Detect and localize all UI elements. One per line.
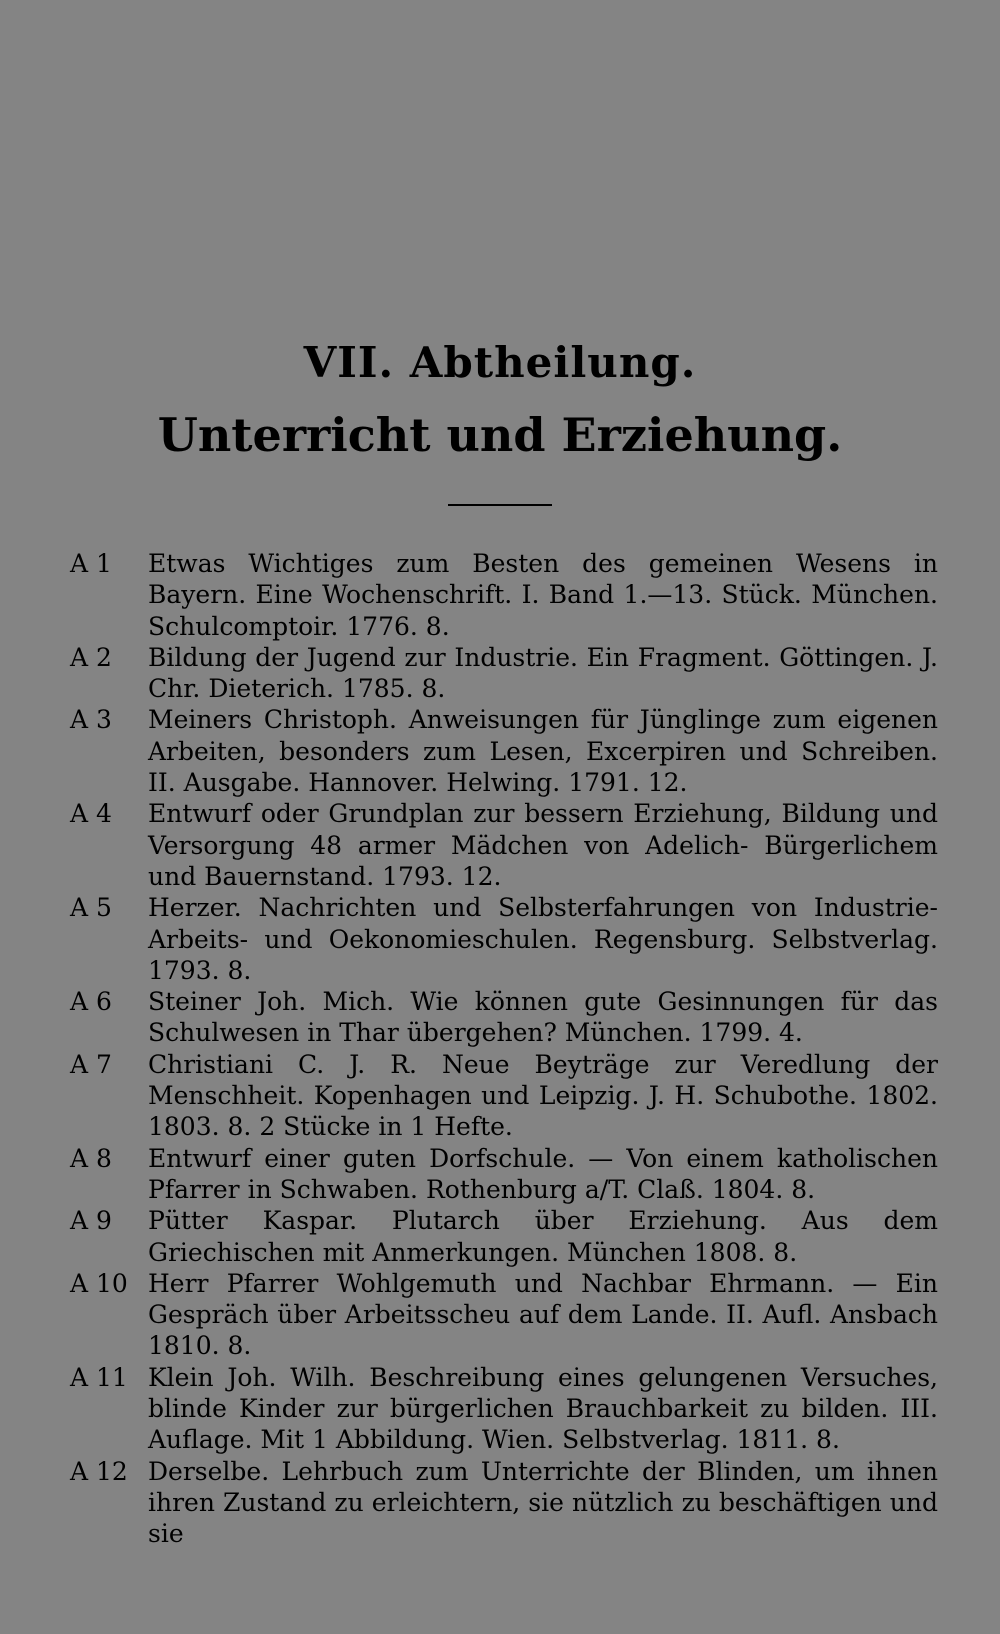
- entry-text: Bildung der Jugend zur Industrie. Ein Fragment. Göttingen. J. Chr. Dieterich. 1785. 8.: [148, 642, 938, 704]
- entry-code: A 3: [70, 705, 112, 735]
- list-item: [0, 1456, 1000, 1550]
- entry-code: A 2: [70, 642, 112, 672]
- list-item: [0, 986, 1000, 1049]
- list-item: [0, 642, 1000, 705]
- entry-text: Herzer. Nachrichten und Selbsterfahrungen von Industrie-Arbeits- und Oekonomieschulen. Regensburg. Selbstverlag. 1793. 8.: [148, 893, 938, 985]
- list-item: [0, 1143, 1000, 1206]
- bibliography-list: [0, 548, 1000, 1550]
- list-item: [0, 1362, 1000, 1456]
- section-title: Unterricht und Erziehung.: [157, 408, 843, 462]
- entry-code: A 4: [70, 799, 112, 829]
- entry-text: Derselbe. Lehrbuch zum Unterrichte der Blinden, um ihnen ihren Zustand zu erleichtern, sie nützlich zu beschäftigen und sie: [148, 1456, 938, 1549]
- entry-code: A 7: [70, 1049, 112, 1079]
- entry-code: A 12: [70, 1456, 128, 1486]
- section-number: VII. Abtheilung.: [303, 338, 697, 387]
- entry-text: Christiani C. J. R. Neue Beyträge zur Veredlung der Menschheit. Kopenhagen und Leipzig. J. H. Schubothe. 1802. 1803. 8. 2 Stücke in 1 Hefte.: [148, 1049, 938, 1142]
- entry-code: A 5: [70, 893, 112, 923]
- entry-text: Steiner Joh. Mich. Wie können gute Gesinnungen für das Schulwesen in Thar übergehen? München. 1799. 4.: [148, 987, 938, 1048]
- list-item: [0, 548, 1000, 642]
- list-item: [0, 704, 1000, 798]
- list-item: [0, 798, 1000, 892]
- entry-code: A 9: [70, 1206, 112, 1236]
- list-item: [0, 1268, 1000, 1362]
- entry-code: A 8: [70, 1143, 112, 1173]
- list-item: [0, 892, 1000, 986]
- list-item: [0, 1049, 1000, 1143]
- entry-text: Meiners Christoph. Anweisungen für Jünglinge zum eigenen Arbeiten, besonders zum Lesen, Excerpiren und Schreiben. II. Ausgabe. Hannover. Helwing. 1791. 12.: [148, 705, 938, 798]
- entry-text: Herr Pfarrer Wohlgemuth und Nachbar Ehrmann. — Ein Gespräch über Arbeitsscheu auf dem Lande. II. Aufl. Ansbach 1810. 8.: [148, 1268, 938, 1361]
- entry-code: A 6: [70, 987, 112, 1017]
- list-item: [0, 1205, 1000, 1268]
- entry-text: Entwurf einer guten Dorfschule. — Von einem katholischen Pfarrer in Schwaben. Rothenburg a/T. Claß. 1804. 8.: [148, 1143, 938, 1204]
- entry-text: Pütter Kaspar. Plutarch über Erziehung. Aus dem Griechischen mit Anmerkungen. München 1808. 8.: [148, 1206, 938, 1267]
- entry-code: A 11: [70, 1362, 128, 1392]
- entry-text: Klein Joh. Wilh. Beschreibung eines gelungenen Versuches, blinde Kinder zur bürgerlichen Brauchbarkeit zu bilden. III. Auflage. Mit 1 Abbildung. Wien. Selbstverlag. 1811. 8.: [148, 1362, 938, 1455]
- entry-code: A 1: [70, 549, 112, 578]
- entry-code: A 10: [70, 1268, 128, 1298]
- entry-text: Entwurf oder Grundplan zur bessern Erziehung, Bildung und Versorgung 48 armer Mädchen von Adelich- Bürgerlichem und Bauernstand. 1793. 12.: [148, 799, 938, 891]
- divider-rule: [448, 504, 552, 506]
- entry-text: Etwas Wichtiges zum Besten des gemeinen Wesens in Bayern. Eine Wochenschrift. I. Band 1.—13. Stück. München. Schulcomptoir. 1776. 8.: [148, 549, 938, 641]
